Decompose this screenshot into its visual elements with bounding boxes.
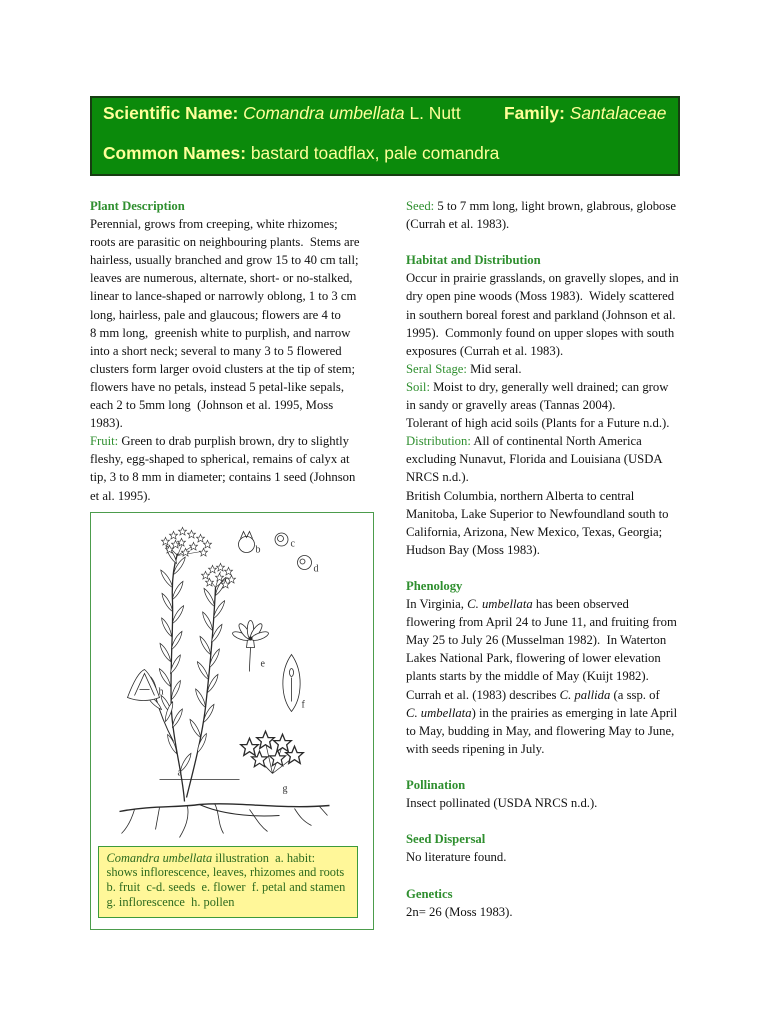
caption-line: shows inflorescence, leaves, rhizomes and roots xyxy=(106,865,345,880)
spacer xyxy=(406,812,698,830)
label-h: h xyxy=(158,686,164,698)
spacer xyxy=(406,559,698,577)
fruit-line: fleshy, egg-shaped to spherical, remains of calyx at xyxy=(90,452,350,467)
description-line: linear to lance-shaped or narrowly oblong, 1 to 3 cm xyxy=(90,289,357,304)
species-abbrev: C. pallida xyxy=(559,687,611,702)
soil-label: Soil: xyxy=(406,379,430,394)
phenology-heading: Phenology xyxy=(406,578,463,593)
species-header xyxy=(90,96,680,176)
plant-description-heading: Plant Description xyxy=(90,199,185,213)
pollination-heading: Pollination xyxy=(406,778,466,792)
fruit-line: tip, 3 to 8 mm in diameter; contains 1 seed (Johnson xyxy=(90,470,356,485)
label-g: g xyxy=(282,783,288,795)
phenology-line: to May, budding in May, and flowering May to June, xyxy=(406,723,675,738)
inflorescence-drawing xyxy=(241,731,304,773)
scientific-name-row xyxy=(103,103,461,123)
spacer xyxy=(406,233,698,251)
common-names-row xyxy=(103,143,499,163)
scientific-name-label: Scientific Name: xyxy=(103,103,239,123)
phenology-line xyxy=(406,595,698,613)
distribution-label: Distribution: xyxy=(406,434,471,449)
seral-text: Mid seral. xyxy=(470,361,522,376)
genetics-heading: Genetics xyxy=(406,886,453,901)
description-line: 1983). xyxy=(90,416,123,431)
description-line: roots are parasitic on neighbouring plants. Stems are xyxy=(90,235,360,250)
species-abbrev: C. umbellata xyxy=(467,597,533,612)
seed-dispersal-text: No literature found. xyxy=(406,850,507,865)
phenology-line: flowering from April 24 to June 11, and fruiting from xyxy=(406,615,677,630)
habitat-line: dry open pine woods (Moss 1983). Widely scattered xyxy=(406,289,675,304)
distribution-text: All of continental North America xyxy=(473,434,642,449)
description-line: 8 mm long, greenish white to purplish, and narrow xyxy=(90,325,351,340)
phenology-line: Lakes National Park, flowering of lower elevation xyxy=(406,651,661,666)
habitat-line: in southern boreal forest and parkland (Johnson et al. xyxy=(406,307,676,322)
distribution-line: British Columbia, northern Alberta to central xyxy=(406,488,635,503)
authority: L. Nutt xyxy=(409,103,461,123)
caption-line: g. inflorescence h. pollen xyxy=(106,894,235,909)
description-line: hairless, usually branched and grow 15 to 40 cm tall; xyxy=(90,253,359,268)
habitat-line: Occur in prairie grasslands, on gravelly slopes, and in xyxy=(406,271,679,286)
caption-species: Comandra umbellata xyxy=(106,850,213,865)
label-c: c xyxy=(290,538,295,550)
seral-line xyxy=(406,360,698,378)
scientific-name: Comandra umbellata xyxy=(243,103,405,123)
seral-label: Seral Stage: xyxy=(406,361,467,376)
seed-line xyxy=(406,197,698,215)
soil-line: Tolerant of high acid soils (Plants for a Future n.d.). xyxy=(406,416,670,431)
label-e: e xyxy=(260,658,265,670)
distribution-line xyxy=(406,432,698,450)
fruit-line: et al. 1995). xyxy=(90,488,151,503)
phenology-text: In Virginia, xyxy=(406,597,464,612)
seed-label: Seed: xyxy=(406,199,435,213)
caption-text: illustration a. habit: xyxy=(215,850,316,865)
phenology-text: (a ssp. of xyxy=(613,687,660,702)
distribution-line: NRCS n.d.). xyxy=(406,470,469,485)
label-a: a xyxy=(177,767,182,779)
phenology-line: May 25 to July 26 (Musselman 1982). In Waterton xyxy=(406,633,667,648)
soil-line: in sandy or gravelly areas (Tannas 2004). xyxy=(406,398,616,413)
petal-drawing xyxy=(283,655,300,712)
left-column xyxy=(90,197,372,505)
caption-line: b. fruit c-d. seeds e. flower f. petal and stamen xyxy=(106,879,346,894)
common-names-label: Common Names: xyxy=(103,143,247,163)
spacer xyxy=(406,866,698,884)
label-b: b xyxy=(255,544,261,556)
distribution-line: excluding Nunavut, Florida and Louisiana (USDA xyxy=(406,452,663,467)
genetics-text: 2n= 26 (Moss 1983). xyxy=(406,904,513,919)
fruit-drawing xyxy=(239,532,255,553)
fruit-label: Fruit: xyxy=(90,434,119,449)
family-label: Family: xyxy=(504,103,565,123)
pollination-text: Insect pollinated (USDA NRCS n.d.). xyxy=(406,796,598,811)
phenology-line xyxy=(406,704,698,722)
description-line: each 2 to 5mm long (Johnson et al. 1995, Moss xyxy=(90,398,334,413)
description-line: clusters form larger ovoid clusters at the tip of stem; xyxy=(90,361,356,376)
seed-dispersal-heading: Seed Dispersal xyxy=(406,832,486,847)
phenology-line: with seeds ripening in July. xyxy=(406,741,545,756)
label-f: f xyxy=(301,699,305,711)
fruit-text: Green to drab purplish brown, dry to slightly xyxy=(121,434,350,449)
distribution-line: Manitoba, Lake Superior to Newfoundland south to xyxy=(406,506,669,521)
habitat-line: exposures (Currah et al. 1983). xyxy=(406,343,564,358)
phenology-line xyxy=(406,686,698,704)
distribution-line: California, Arizona, New Mexico, Texas, Georgia; xyxy=(406,524,663,539)
species-abbrev: C. umbellata xyxy=(406,705,472,720)
caption-line xyxy=(107,851,358,866)
description-line: Perennial, grows from creeping, white rhizomes; xyxy=(90,217,338,232)
seed-text: 5 to 7 mm long, light brown, glabrous, globose xyxy=(437,199,676,213)
family-name: Santalaceae xyxy=(569,103,667,123)
fruit-line xyxy=(90,432,372,450)
phenology-line: plants starts by the middle of May (Kuijt 1982). xyxy=(406,669,649,684)
habitat-heading: Habitat and Distribution xyxy=(406,253,541,268)
phenology-text: Currah et al. (1983) describes xyxy=(406,687,557,702)
distribution-line: Hudson Bay (Moss 1983). xyxy=(406,542,540,557)
spacer xyxy=(406,758,698,776)
description-line: flowers have no petals, instead 5 petal-like sepals, xyxy=(90,379,345,394)
right-column xyxy=(406,197,698,921)
family-row xyxy=(504,103,666,123)
soil-text: Moist to dry, generally well drained; can grow xyxy=(433,379,669,394)
soil-line xyxy=(406,378,698,396)
description-line: into a short neck; several to many 3 to 5 flowered xyxy=(90,343,342,358)
phenology-text: has been observed xyxy=(535,597,629,612)
label-d: d xyxy=(313,563,319,575)
pollen-drawing xyxy=(128,670,160,701)
common-names: bastard toadflax, pale comandra xyxy=(250,143,500,163)
description-line: leaves are numerous, alternate, short- or no-stalked, xyxy=(90,271,353,286)
habitat-line: 1995). Commonly found on upper slopes with south xyxy=(406,325,675,340)
illustration-caption xyxy=(98,846,358,918)
seed-line: (Currah et al. 1983). xyxy=(406,217,510,232)
description-line: long, hairless, pale and glaucous; flowers are 4 to xyxy=(90,307,341,322)
phenology-text: ) in the prairies as emerging in late April xyxy=(471,705,678,720)
